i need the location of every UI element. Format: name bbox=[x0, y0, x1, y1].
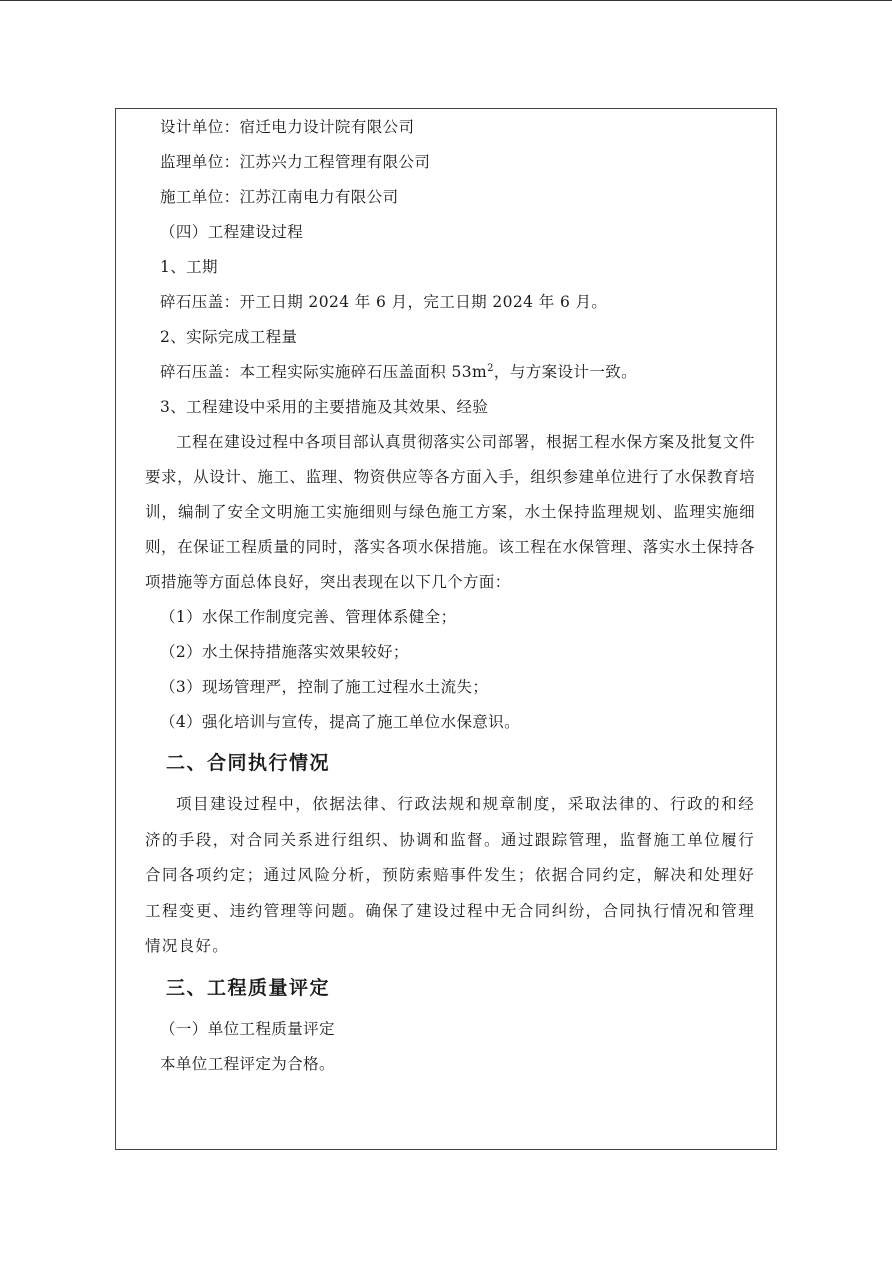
quality-sub-heading: （一）单位工程质量评定 bbox=[160, 1019, 335, 1038]
point-3: （3）现场管理严，控制了施工过程水土流失； bbox=[160, 678, 489, 696]
design-unit: 设计单位：宿迁电力设计院有限公司 bbox=[160, 118, 415, 136]
quality-heading: 三、工程质量评定 bbox=[166, 976, 331, 999]
period-text: 碎石压盖：开工日期 2024 年 6 月，完工日期 2024 年 6 月。 bbox=[160, 293, 608, 311]
construction-unit: 施工单位：江苏江南电力有限公司 bbox=[160, 188, 399, 206]
measures-paragraph: 工程在建设过程中各项目部认真贯彻落实公司部署，根据工程水保方案及批复文件要求，从设计、施工、监理、物资供应等各方面入手，组织参建单位进行了水保教育培训，编制了安全文明施工实施细则与绿色施工方案，水土保持监理规划、监理实施细则，在保证工程质量的同时，落实各项水保措施。该工程在水保管理、落实水土保持各项措施等方面总体良好，突出表现在以下几个方面： bbox=[145, 433, 755, 591]
document-content bbox=[145, 110, 770, 1082]
quantity-heading: 2、实际完成工程量 bbox=[160, 328, 298, 346]
point-1: （1）水保工作制度完善、管理体系健全； bbox=[160, 608, 457, 626]
point-4: （4）强化培训与宣传，提高了施工单位水保意识。 bbox=[160, 713, 521, 731]
page-top-rule bbox=[0, 0, 892, 1]
quality-text: 本单位工程评定为合格。 bbox=[160, 1054, 335, 1073]
point-2: （2）水土保持措施落实效果较好； bbox=[160, 643, 409, 661]
measures-heading: 3、工程建设中采用的主要措施及其效果、经验 bbox=[160, 398, 489, 416]
process-title: （四）工程建设过程 bbox=[160, 223, 304, 241]
period-heading: 1、工期 bbox=[160, 258, 218, 276]
quantity-text bbox=[160, 355, 770, 390]
quantity-text-pre: 碎石压盖：本工程实际实施碎石压盖面积 53m bbox=[160, 363, 488, 381]
contract-heading: 二、合同执行情况 bbox=[166, 752, 331, 774]
quantity-text-post: ，与方案设计一致。 bbox=[493, 363, 638, 381]
contract-paragraph: 项目建设过程中，依据法律、行政法规和规章制度，采取法律的、行政的和经济的手段，对合同关系进行组织、协调和监督。通过跟踪管理，监督施工单位履行合同各项约定；通过风险分析，预防索赔事件发生；依据合同约定，解决和处理好工程变更、违约管理等问题。确保了建设过程中无合同纠纷，合同执行情况和管理情况良好。 bbox=[145, 795, 755, 955]
supervision-unit: 监理单位：江苏兴力工程管理有限公司 bbox=[160, 153, 431, 171]
quantity-unit-superscript: 2 bbox=[487, 362, 494, 374]
